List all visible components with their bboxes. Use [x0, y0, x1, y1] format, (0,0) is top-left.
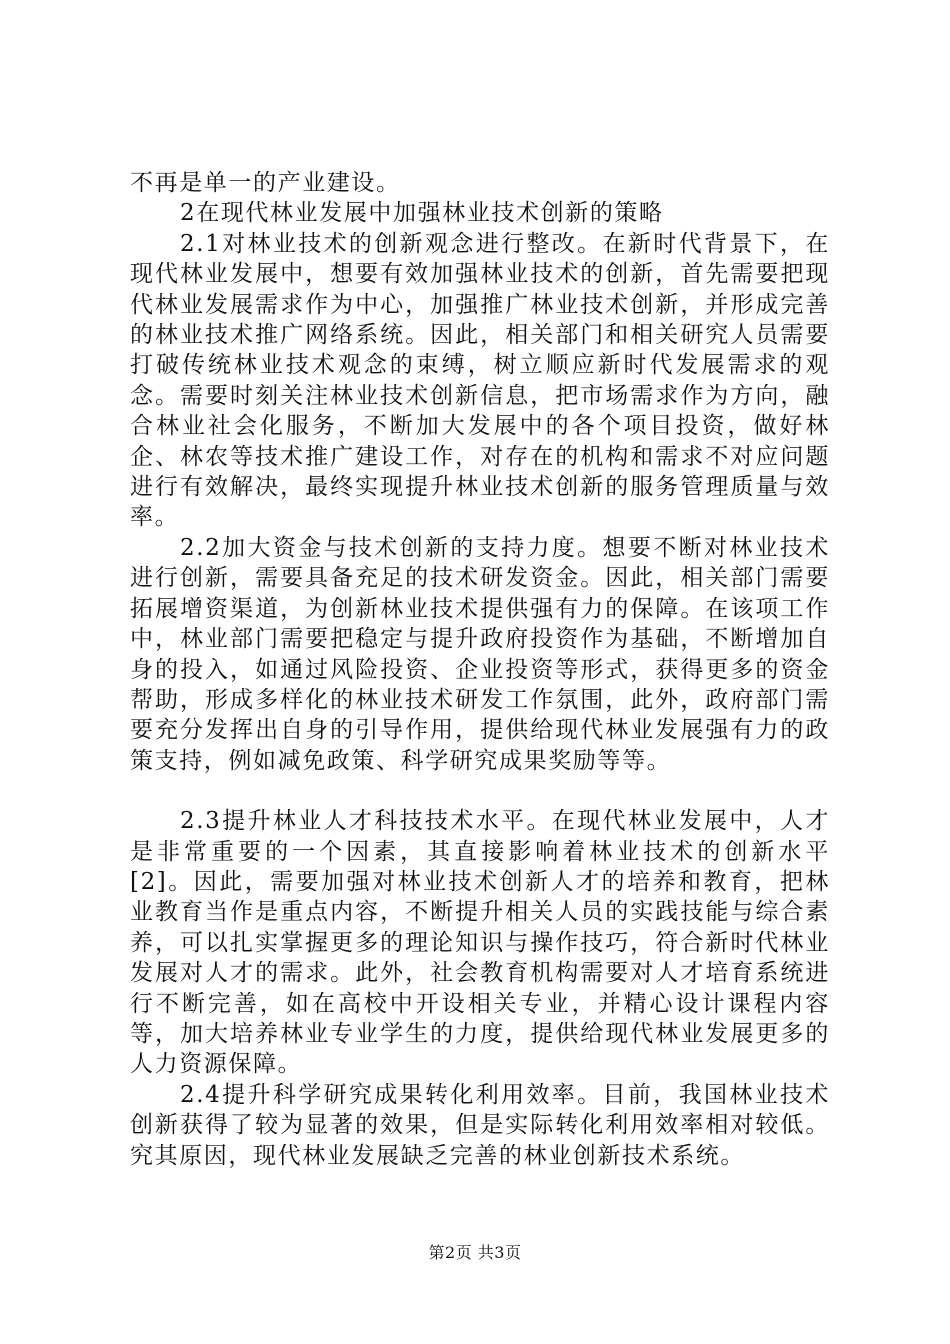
paragraph-continuation: 不再是单一的产业建设。 — [130, 170, 401, 196]
paragraph-2-2: 2.2加大资金与技术创新的支持力度。想要不断对林业技术进行创新，需要具备充足的技术研发资金。因此，相关部门需要拓展增资渠道，为创新林业技术提供强有力的保障。在该项工作中，林业部门需要把稳定与提升政府投资作为基础，不断增加自身的投入，如通过风险投资、企业投资等形式，获得更多的资金帮助，形成多样化的林业技术研发工作氛围，此外，政府部门需要充分发挥出自身的引导作用，提供给现代林业发展强有力的政策支持，例如减免政策、科学研究成果奖励等等。 — [130, 534, 830, 774]
paragraph-2-3: 2.3提升林业人才科技技术水平。在现代林业发展中，人才是非常重要的一个因素，其直接影响着林业技术的创新水平[2]。因此，需要加强对林业技术创新人才的培养和教育，把林业教育当作是重点内容，不断提升相关人员的实践技能与综合素养，可以扎实掌握更多的理论知识与操作技巧，符合新时代林业发展对人才的需求。此外，社会教育机构需要对人才培育系统进行不断完善，如在高校中开设相关专业，并精心设计课程内容等，加大培养林业专业学生的力度，提供给现代林业发展更多的人力资源保障。 — [130, 808, 830, 1078]
document-body — [130, 168, 830, 1171]
section-heading: 2在现代林业发展中加强林业技术创新的策略 — [180, 200, 664, 227]
paragraph-2-1: 2.1对林业技术的创新观念进行整改。在新时代背景下，在现代林业发展中，想要有效加强林业技术的创新，首先需要把现代林业发展需求作为中心，加强推广林业技术创新，并形成完善的林业技术推广网络系统。因此，相关部门和相关研究人员需要打破传统林业技术观念的束缚，树立顺应新时代发展需求的观念。需要时刻关注林业技术创新信息，把市场需求作为方向，融合林业社会化服务，不断加大发展中的各个项目投资，做好林企、林农等技术推广建设工作，对存在的机构和需求不对应问题进行有效解决，最终实现提升林业技术创新的服务管理质量与效率。 — [130, 230, 830, 531]
paragraph-2-4: 2.4提升科学研究成果转化利用效率。目前，我国林业技术创新获得了较为显著的效果，但是实际转化利用效率相对较低。究其原因，现代林业发展缺乏完善的林业创新技术系统。 — [130, 1081, 830, 1169]
page-footer: 第2页 共3页 — [428, 1243, 522, 1262]
paragraph-gap — [130, 776, 830, 806]
